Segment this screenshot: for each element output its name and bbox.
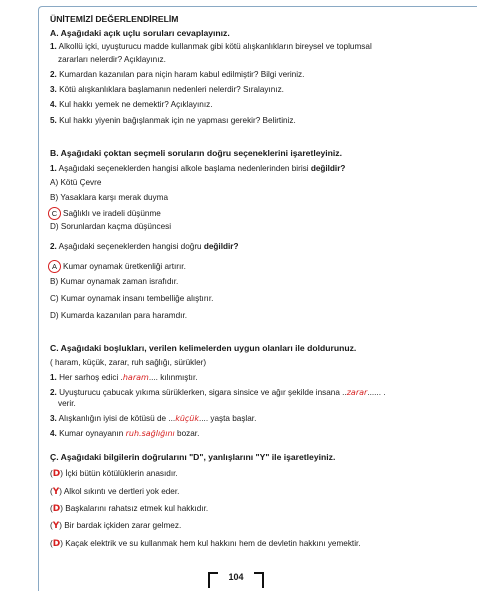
handwritten-mark: D — [52, 469, 61, 479]
fill-blank-4: 4. Kumar oynayanın ruh.sağlığını bozar. — [50, 429, 200, 438]
question-a3: 3. Kötü alışkanlıklara başlamanın nedenleri nelerdir? Sıralayınız. — [50, 85, 284, 94]
fill-blank-2: 2. Uyuşturucu çabucak yıkıma sürüklerken, sigara sinsice ve ağır şekilde insana ..zarar...... . — [50, 388, 386, 397]
page-title: ÜNİTEMİZİ DEĞERLENDİRELİM — [50, 14, 179, 24]
fill-blank-1: 1. Her sarhoş edici .haram.... kılınmıştır. — [50, 373, 198, 382]
handwritten-answer: zarar — [346, 388, 368, 397]
handwritten-mark: Y — [52, 487, 60, 497]
option-b1-c: C Sağlıklı ve iradeli düşünme — [50, 207, 161, 220]
true-false-item: (Y) Alkol sıkıntı ve dertleri yok eder. — [50, 487, 180, 497]
option-b2-b: B) Kumar oynamak zaman israfıdır. — [50, 277, 179, 286]
true-false-item: (D) İçki bütün kötülüklerin anasıdır. — [50, 469, 178, 479]
selected-answer-circle: A — [48, 260, 61, 273]
question-a5: 5. Kul hakkı yiyenin bağışlanmak için ne yapması gerekir? Belirtiniz. — [50, 116, 296, 125]
question-a4: 4. Kul hakkı yemek ne demektir? Açıklayınız. — [50, 100, 213, 109]
option-b2-a: A Kumar oynamak üretkenliği artırır. — [50, 260, 186, 273]
handwritten-mark: D — [52, 539, 61, 549]
page-number: 104 — [228, 572, 244, 582]
page-number-box — [208, 568, 264, 590]
true-false-item: (Y) Bir bardak içkiden zarar gelmez. — [50, 521, 182, 531]
option-b1-b: B) Yasaklara karşı merak duyma — [50, 193, 169, 202]
true-false-item: (D) Başkalarını rahatsız etmek kul hakkıdır. — [50, 504, 209, 514]
section-b-heading: B. Aşağıdaki çoktan seçmeli soruların doğru seçeneklerini işaretleyiniz. — [50, 148, 342, 158]
word-bank: ( haram, küçük, zarar, ruh sağlığı, sürükler) — [50, 358, 207, 367]
option-b2-d: D) Kumarda kazanılan para haramdır. — [50, 311, 187, 320]
handwritten-answer: küçük — [175, 414, 199, 423]
handwritten-answer: haram — [122, 373, 149, 382]
question-a1: 1. Alkollü içki, uyuşturucu madde kullanmak gibi kötü alışkanlıkların bireysel ve toplumsal — [50, 42, 372, 51]
option-b1-a: A) Kötü Çevre — [50, 178, 102, 187]
question-a2: 2. Kumardan kazanılan para niçin haram kabul edilmiştir? Bilgi veriniz. — [50, 70, 305, 79]
section-c-heading: C. Aşağıdaki boşlukları, verilen kelimelerden uygun olanları ile doldurunuz. — [50, 343, 357, 353]
section-d-heading: Ç. Aşağıdaki bilgilerin doğrularını "D", yanlışlarını "Y" ile işaretleyiniz. — [50, 452, 336, 462]
question-a1-cont: zararları nelerdir? Açıklayınız. — [58, 55, 166, 64]
section-a-heading: A. Aşağıdaki açık uçlu soruları cevaplayınız. — [50, 28, 230, 38]
fill-blank-2-cont: verir. — [58, 399, 76, 408]
handwritten-mark: D — [52, 504, 61, 514]
handwritten-answer: ruh.sağlığını — [125, 429, 175, 438]
fill-blank-3: 3. Alışkanlığın iyisi de kötüsü de ...küçük.... yaşta başlar. — [50, 414, 257, 423]
handwritten-mark: Y — [52, 521, 60, 531]
option-b2-c: C) Kumar oynamak insanı tembelliğe alıştırır. — [50, 294, 214, 303]
question-b2: 2. Aşağıdaki seçeneklerden hangisi doğru değildir? — [50, 242, 239, 251]
true-false-item: (D) Kaçak elektrik ve su kullanmak hem kul hakkını hem de devletin hakkını yemektir. — [50, 539, 361, 549]
question-b1: 1. Aşağıdaki seçeneklerden hangisi alkole başlama nedenlerinden birisi değildir? — [50, 164, 346, 173]
selected-answer-circle: C — [48, 207, 61, 220]
option-b1-d: D) Sorunlardan kaçma düşüncesi — [50, 222, 172, 231]
